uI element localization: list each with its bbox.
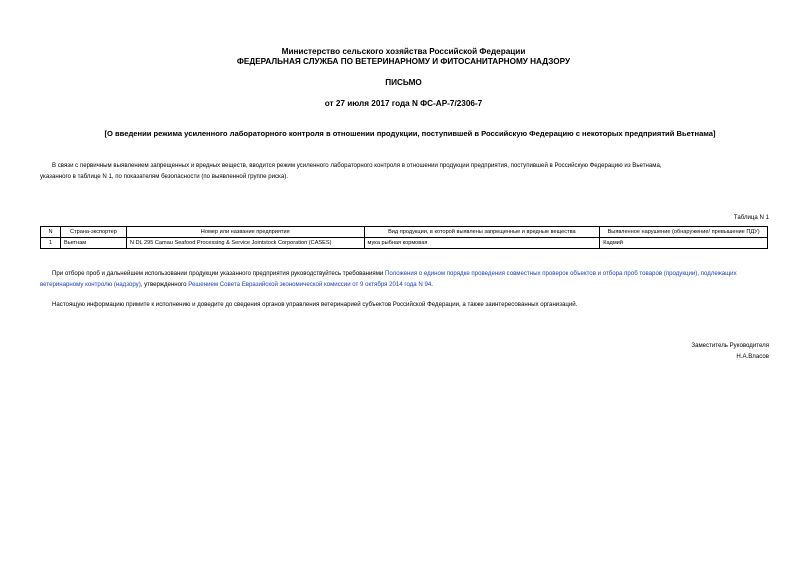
enterprise-table (40, 226, 768, 249)
intro-line-2: указанного в таблице N 1, по показателям безопасности (по выявленной группе риска). (40, 173, 288, 180)
regulation-link[interactable]: Положения о едином порядке проведения совместных проверок объектов и отбора проб товаров (продукции), подлежащих ветеринарному контролю (надзору) (40, 270, 737, 288)
table-caption: Таблица N 1 (733, 214, 769, 221)
service-name: ФЕДЕРАЛЬНАЯ СЛУЖБА ПО ВЕТЕРИНАРНОМУ И ФИТОСАНИТАРНОМУ НАДЗОРУ (236, 57, 571, 66)
table-row (41, 238, 768, 249)
header-enterprise: Номер или название предприятия (126, 227, 364, 238)
document-type: ПИСЬМО (385, 78, 422, 87)
instruction-text: Настоящую информацию примите к исполнению и доведите до сведения органов управления ветеринарией субъектов Российской Федерации, а также заинтересованных организаций. (52, 301, 578, 308)
signature-position: Заместитель Руководителя (691, 342, 769, 349)
table-header-row (41, 227, 768, 238)
cell-country: Вьетнам (60, 238, 126, 249)
instruction-paragraph (40, 299, 770, 310)
document-date-number: от 27 июля 2017 года N ФС-АР-7/2306-7 (324, 99, 483, 108)
requirements-paragraph (40, 268, 770, 290)
requirements-text-a: При отборе проб и дальнейшем использовании продукции указанного предприятия руководствуйтесь требованиями (52, 270, 385, 277)
requirements-text-c: . (431, 281, 433, 288)
cell-product: мука рыбная кормовая (364, 238, 600, 249)
intro-line-1: В связи с первичным выявлением запрещенных и вредных веществ, вводится режим усиленного лабораторного контроля в отношении продукции предприятия, поступившей в Российскую Федерацию из Вьетнама, (52, 162, 662, 169)
decision-link[interactable]: Решением Совета Евразийской экономической комиссии от 9 октября 2014 года N 94 (188, 281, 432, 288)
ministry-name: Министерство сельского хозяйства Российской Федерации (281, 47, 526, 56)
requirements-text-b: , утвержденного (140, 281, 189, 288)
header-n: N (41, 227, 61, 238)
cell-violation: Кадмий (600, 238, 768, 249)
header-violation: Выявленное нарушение (обнаружение/ превышение ПДУ) (600, 227, 768, 238)
document-title: [О введении режима усиленного лабораторного контроля в отношении продукции, поступившей в Российскую Федерацию с некоторых предприятий Вьетнама] (104, 129, 716, 138)
intro-paragraph (40, 160, 770, 182)
header-country: Страна-экспортер (60, 227, 126, 238)
cell-enterprise: N DL 295 Camau Seafood Processing & Service Jointstock Corporation (CASES) (126, 238, 364, 249)
header-product: Вид продукции, в которой выявлены запрещенные и вредные вещества (364, 227, 600, 238)
cell-n: 1 (41, 238, 61, 249)
signature-name: Н.А.Власов (736, 353, 769, 360)
